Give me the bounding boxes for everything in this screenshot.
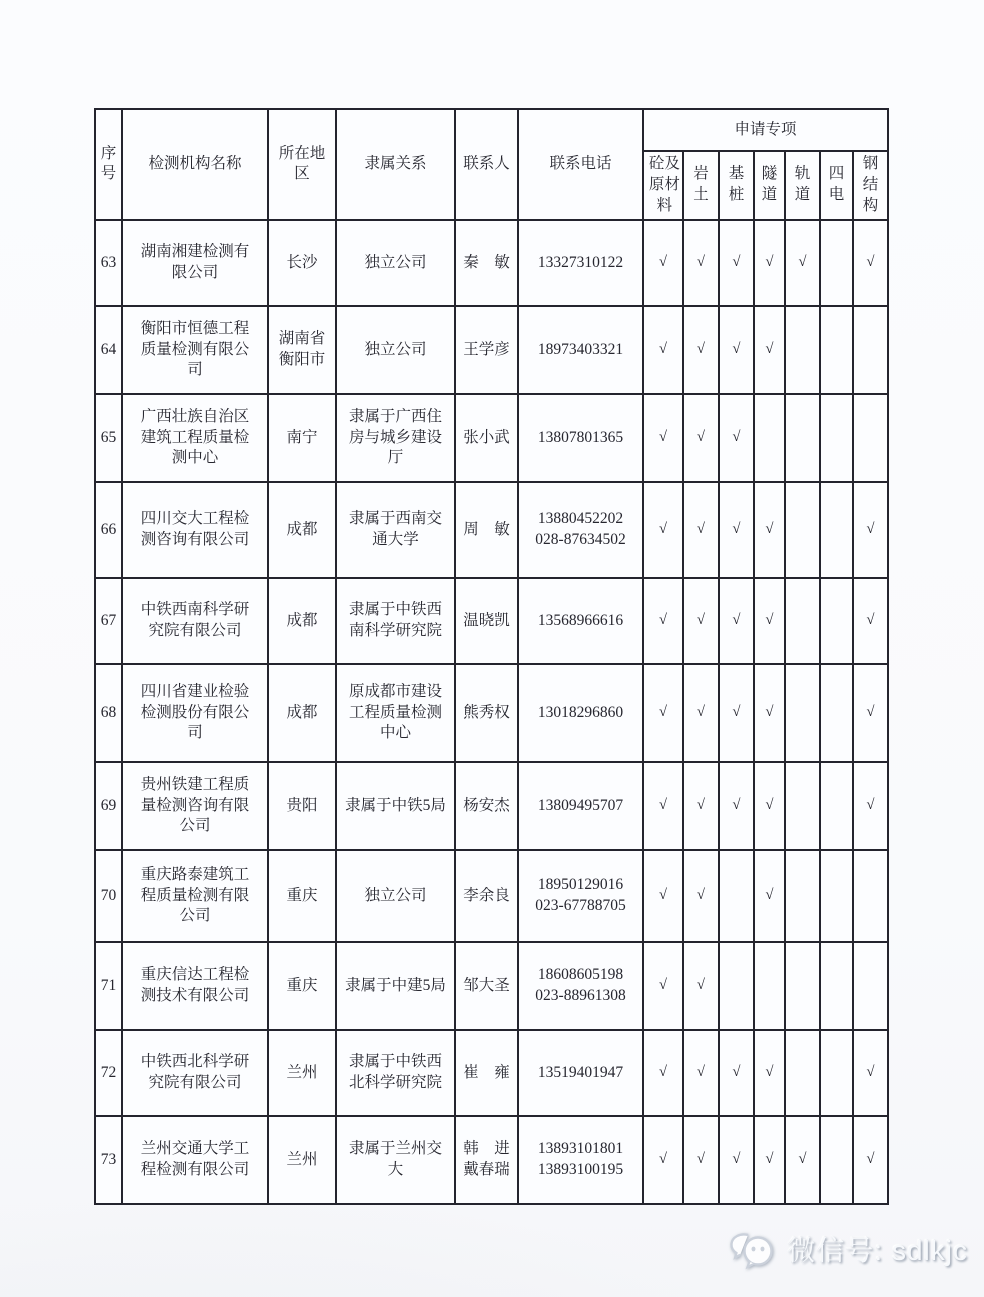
region-cell: 成都 [268,578,336,664]
region-cell: 重庆 [268,850,336,942]
check-cell-four-electrics [820,850,853,942]
check-cell-track [785,394,820,482]
wechat-watermark [727,1228,968,1270]
table-row [95,220,888,306]
check-cell-geotech: √ [683,578,719,664]
col-header-region: 所在地区 [268,109,336,220]
check-cell-four-electrics [820,762,853,850]
affiliation-cell: 独立公司 [336,850,455,942]
table-row [95,394,888,482]
check-cell-concrete-materials: √ [643,482,683,578]
affiliation-cell: 独立公司 [336,306,455,394]
contact-cell: 邹大圣 [455,942,518,1030]
affiliation-cell: 隶属于中建5局 [336,942,455,1030]
phone-cell: 18973403321 [518,306,643,394]
check-cell-concrete-materials: √ [643,942,683,1030]
check-cell-geotech: √ [683,762,719,850]
region-cell: 成都 [268,664,336,762]
check-cell-pile [719,942,754,1030]
check-cell-pile: √ [719,482,754,578]
check-cell-concrete-materials: √ [643,220,683,306]
wechat-id-label: 微信号: sdlkjc [787,1235,968,1266]
wechat-icon [727,1228,779,1270]
contact-cell: 熊秀权 [455,664,518,762]
col-header-track: 轨道 [785,151,820,220]
seq-cell: 72 [95,1030,122,1116]
phone-cell: 13893101801 13893100195 [518,1116,643,1204]
org-name-cell: 衡阳市恒德工程质量检测有限公司 [122,306,268,394]
col-header-four-electrics: 四电 [820,151,853,220]
check-cell-tunnel: √ [754,220,785,306]
affiliation-cell: 原成都市建设工程质量检测中心 [336,664,455,762]
check-cell-steel-structure: √ [853,1030,888,1116]
check-cell-pile: √ [719,664,754,762]
table-row [95,482,888,578]
affiliation-cell: 隶属于中铁西南科学研究院 [336,578,455,664]
check-cell-steel-structure [853,942,888,1030]
check-cell-track [785,578,820,664]
contact-cell: 周 敏 [455,482,518,578]
region-cell: 南宁 [268,394,336,482]
contact-cell: 韩 进 戴春瑞 [455,1116,518,1204]
org-name-cell: 兰州交通大学工程检测有限公司 [122,1116,268,1204]
check-cell-pile: √ [719,1116,754,1204]
region-cell: 兰州 [268,1116,336,1204]
contact-cell: 王学彦 [455,306,518,394]
contact-cell: 温晓凯 [455,578,518,664]
affiliation-cell: 隶属于中铁5局 [336,762,455,850]
check-cell-four-electrics [820,664,853,762]
col-header-tunnel: 隧道 [754,151,785,220]
col-header-specialties-group: 申请专项 [643,109,888,151]
col-header-concrete-materials: 砼及原材料 [643,151,683,220]
check-cell-concrete-materials: √ [643,306,683,394]
check-cell-four-electrics [820,394,853,482]
org-name-cell: 贵州铁建工程质量检测咨询有限公司 [122,762,268,850]
seq-cell: 68 [95,664,122,762]
col-header-steel-structure: 钢结构 [853,151,888,220]
check-cell-tunnel: √ [754,664,785,762]
check-cell-tunnel: √ [754,762,785,850]
check-cell-steel-structure [853,306,888,394]
org-name-cell: 四川交大工程检测咨询有限公司 [122,482,268,578]
affiliation-cell: 隶属于兰州交大 [336,1116,455,1204]
check-cell-tunnel: √ [754,1116,785,1204]
check-cell-steel-structure: √ [853,762,888,850]
table-row [95,578,888,664]
check-cell-concrete-materials: √ [643,664,683,762]
org-name-cell: 湖南湘建检测有限公司 [122,220,268,306]
col-header-phone: 联系电话 [518,109,643,220]
region-cell: 湖南省衡阳市 [268,306,336,394]
check-cell-four-electrics [820,220,853,306]
contact-cell: 张小武 [455,394,518,482]
check-cell-pile [719,850,754,942]
region-cell: 兰州 [268,1030,336,1116]
check-cell-tunnel: √ [754,578,785,664]
region-cell: 成都 [268,482,336,578]
contact-cell: 秦 敏 [455,220,518,306]
seq-cell: 65 [95,394,122,482]
check-cell-track [785,942,820,1030]
affiliation-cell: 独立公司 [336,220,455,306]
col-header-contact: 联系人 [455,109,518,220]
check-cell-four-electrics [820,1116,853,1204]
phone-cell: 13519401947 [518,1030,643,1116]
check-cell-track: √ [785,1116,820,1204]
table-row [95,664,888,762]
check-cell-pile: √ [719,220,754,306]
region-cell: 贵阳 [268,762,336,850]
check-cell-track [785,1030,820,1116]
inspection-orgs-table [94,108,889,1205]
check-cell-pile: √ [719,306,754,394]
col-header-org-name: 检测机构名称 [122,109,268,220]
check-cell-geotech: √ [683,664,719,762]
check-cell-track [785,482,820,578]
check-cell-steel-structure [853,394,888,482]
contact-cell: 杨安杰 [455,762,518,850]
check-cell-tunnel [754,394,785,482]
check-cell-steel-structure: √ [853,578,888,664]
region-cell: 长沙 [268,220,336,306]
phone-cell: 13327310122 [518,220,643,306]
table-row [95,1116,888,1204]
check-cell-concrete-materials: √ [643,1116,683,1204]
check-cell-tunnel: √ [754,850,785,942]
col-header-geotech: 岩土 [683,151,719,220]
check-cell-track [785,762,820,850]
check-cell-steel-structure: √ [853,220,888,306]
check-cell-pile: √ [719,1030,754,1116]
check-cell-steel-structure: √ [853,482,888,578]
check-cell-four-electrics [820,942,853,1030]
check-cell-geotech: √ [683,220,719,306]
check-cell-concrete-materials: √ [643,1030,683,1116]
check-cell-geotech: √ [683,1030,719,1116]
org-name-cell: 重庆路泰建筑工程质量检测有限公司 [122,850,268,942]
check-cell-concrete-materials: √ [643,578,683,664]
check-cell-concrete-materials: √ [643,850,683,942]
org-name-cell: 中铁西北科学研究院有限公司 [122,1030,268,1116]
region-cell: 重庆 [268,942,336,1030]
seq-cell: 70 [95,850,122,942]
check-cell-four-electrics [820,578,853,664]
check-cell-steel-structure [853,850,888,942]
check-cell-tunnel: √ [754,482,785,578]
check-cell-tunnel: √ [754,306,785,394]
org-name-cell: 中铁西南科学研究院有限公司 [122,578,268,664]
seq-cell: 66 [95,482,122,578]
org-name-cell: 广西壮族自治区建筑工程质量检测中心 [122,394,268,482]
table-row [95,762,888,850]
check-cell-tunnel [754,942,785,1030]
check-cell-tunnel: √ [754,1030,785,1116]
check-cell-geotech: √ [683,482,719,578]
affiliation-cell: 隶属于中铁西北科学研究院 [336,1030,455,1116]
check-cell-four-electrics [820,1030,853,1116]
check-cell-track [785,306,820,394]
affiliation-cell: 隶属于西南交通大学 [336,482,455,578]
phone-cell: 13809495707 [518,762,643,850]
col-header-affiliation: 隶属关系 [336,109,455,220]
table-row [95,850,888,942]
check-cell-track [785,664,820,762]
check-cell-track: √ [785,220,820,306]
check-cell-steel-structure: √ [853,1116,888,1204]
table-row [95,306,888,394]
seq-cell: 73 [95,1116,122,1204]
check-cell-pile: √ [719,578,754,664]
check-cell-geotech: √ [683,1116,719,1204]
check-cell-geotech: √ [683,394,719,482]
phone-cell: 18950129016 023-67788705 [518,850,643,942]
check-cell-geotech: √ [683,850,719,942]
check-cell-concrete-materials: √ [643,762,683,850]
phone-cell: 13018296860 [518,664,643,762]
phone-cell: 18608605198 023-88961308 [518,942,643,1030]
phone-cell: 13568966616 [518,578,643,664]
seq-cell: 64 [95,306,122,394]
phone-cell: 13807801365 [518,394,643,482]
org-name-cell: 重庆信达工程检测技术有限公司 [122,942,268,1030]
check-cell-steel-structure: √ [853,664,888,762]
check-cell-four-electrics [820,306,853,394]
org-name-cell: 四川省建业检验检测股份有限公司 [122,664,268,762]
seq-cell: 71 [95,942,122,1030]
check-cell-concrete-materials: √ [643,394,683,482]
contact-cell: 李余良 [455,850,518,942]
table-row [95,942,888,1030]
check-cell-geotech: √ [683,942,719,1030]
affiliation-cell: 隶属于广西住房与城乡建设厅 [336,394,455,482]
contact-cell: 崔 雍 [455,1030,518,1116]
phone-cell: 13880452202 028-87634502 [518,482,643,578]
check-cell-geotech: √ [683,306,719,394]
seq-cell: 69 [95,762,122,850]
col-header-pile: 基桩 [719,151,754,220]
seq-cell: 63 [95,220,122,306]
check-cell-track [785,850,820,942]
seq-cell: 67 [95,578,122,664]
check-cell-pile: √ [719,394,754,482]
col-header-seq: 序号 [95,109,122,220]
table-row [95,1030,888,1116]
check-cell-four-electrics [820,482,853,578]
check-cell-pile: √ [719,762,754,850]
